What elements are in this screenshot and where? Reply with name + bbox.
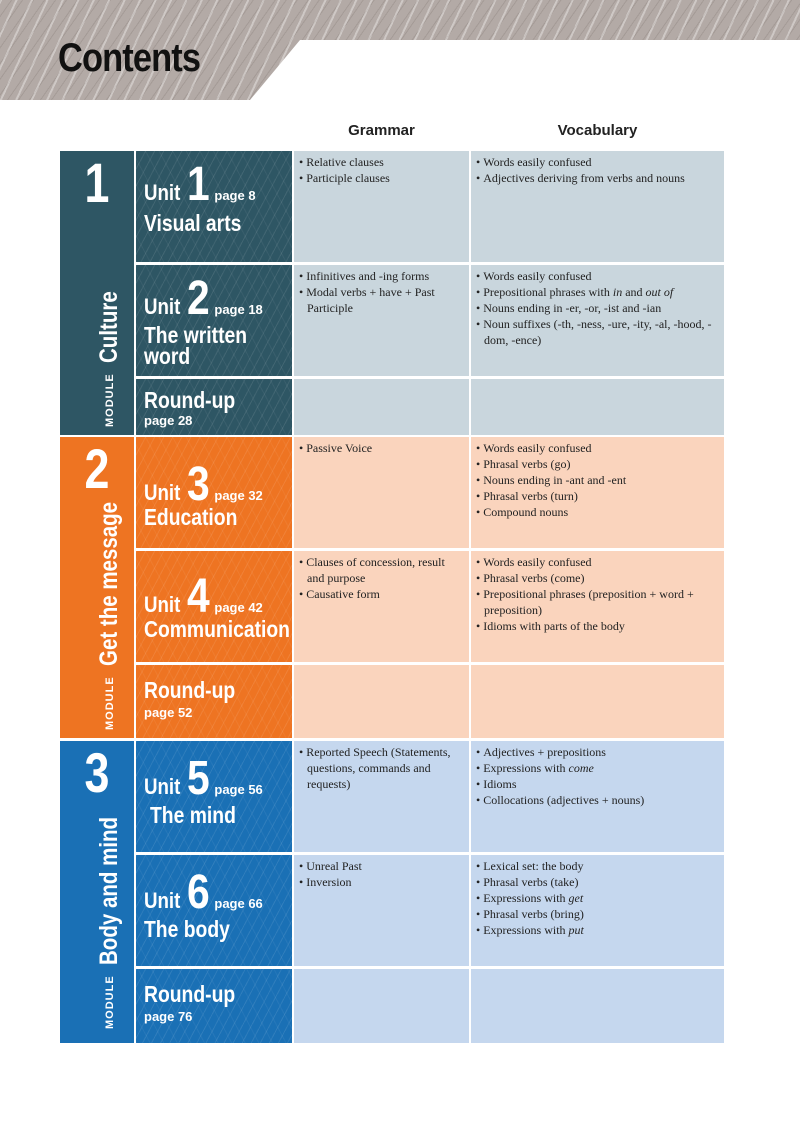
unit-1-vocabulary (471, 151, 724, 262)
unit-2-number: 2 (187, 272, 210, 325)
list-item: • Collocations (adjectives + nouns) (476, 792, 720, 808)
unit-6-title: The body (144, 916, 230, 942)
unit-1-grammar (294, 151, 469, 262)
unit-4-title: Communication (144, 616, 290, 642)
list-item: • Idioms (476, 776, 720, 792)
module-1-bar (60, 151, 134, 435)
roundup-1-grammar (294, 379, 469, 435)
list-item: • Inversion (299, 874, 465, 890)
unit-3-vocabulary (471, 437, 724, 548)
list-item: • Adjectives deriving from verbs and nouns (476, 170, 720, 186)
unit-2-cell[interactable] (136, 265, 292, 376)
list-item: • Expressions with put (476, 922, 720, 938)
list-item: • Words easily confused (476, 440, 720, 456)
list-item: • Causative form (299, 586, 465, 602)
list-item: • Adjectives + prepositions (476, 744, 720, 760)
unit-4-grammar (294, 551, 469, 662)
list-item: • Lexical set: the body (476, 858, 720, 874)
unit-6-vocabulary (471, 855, 724, 966)
list-item: • Clauses of concession, result and purpose (299, 554, 465, 586)
roundup-2-grammar (294, 665, 469, 738)
module-3-bar (60, 741, 134, 1043)
module-2-bar (60, 437, 134, 738)
unit-6-page: page 66 (214, 896, 263, 911)
unit-4-cell[interactable] (136, 551, 292, 662)
list-item: • Nouns ending in -er, -or, -ist and -ian (476, 300, 720, 316)
list-item: • Phrasal verbs (take) (476, 874, 720, 890)
unit-2-page: page 18 (214, 302, 263, 317)
list-item: • Phrasal verbs (go) (476, 456, 720, 472)
list-item: • Unreal Past (299, 858, 465, 874)
unit-1-label: Unit (144, 180, 181, 205)
roundup-2-cell[interactable] (136, 665, 292, 738)
list-item: • Prepositional phrases with in and out of (476, 284, 720, 300)
unit-3-page: page 32 (214, 488, 263, 503)
list-item: • Passive Voice (299, 440, 465, 456)
list-item: • Relative clauses (299, 154, 465, 170)
unit-5-vocabulary (471, 741, 724, 852)
list-item: • Words easily confused (476, 154, 720, 170)
unit-1-title: Visual arts (144, 210, 242, 236)
unit-3-title: Education (144, 504, 238, 530)
roundup-3-vocabulary (471, 969, 724, 1043)
unit-4-page: page 42 (214, 600, 263, 615)
module-2-number: 2 (84, 437, 110, 500)
unit-5-page: page 56 (214, 782, 263, 797)
roundup-1-vocabulary (471, 379, 724, 435)
unit-1-number: 1 (187, 158, 210, 211)
unit-5-label: Unit (144, 774, 181, 799)
list-item: • Expressions with get (476, 890, 720, 906)
list-item: • Idioms with parts of the body (476, 618, 720, 634)
roundup-3-cell[interactable] (136, 969, 292, 1043)
list-item: • Phrasal verbs (turn) (476, 488, 720, 504)
list-item: • Prepositional phrases (preposition + word + preposition) (476, 586, 720, 618)
unit-4-vocabulary (471, 551, 724, 662)
module-3-label: MODULE (103, 975, 116, 1029)
module-2-name: Get the message (95, 502, 123, 667)
unit-2-title: The written word (144, 322, 248, 369)
list-item: • Compound nouns (476, 504, 720, 520)
grammar-column-header: Grammar (348, 122, 415, 139)
unit-1-page: page 8 (214, 188, 256, 203)
unit-2-vocabulary (471, 265, 724, 376)
unit-6-label: Unit (144, 888, 181, 913)
unit-2-label: Unit (144, 294, 181, 319)
list-item: • Noun suffixes (-th, -ness, -ure, -ity, -al, -hood, -dom, -ence) (476, 316, 720, 348)
roundup-3-title: Round-up (144, 981, 236, 1007)
unit-4-number: 4 (187, 570, 210, 623)
module-1-name: Culture (95, 291, 123, 364)
roundup-1-page: page 28 (144, 413, 193, 428)
list-item: • Expressions with come (476, 760, 720, 776)
unit-5-grammar (294, 741, 469, 852)
unit-3-number: 3 (187, 458, 210, 511)
unit-6-number: 6 (187, 866, 210, 919)
unit-2-grammar (294, 265, 469, 376)
roundup-2-vocabulary (471, 665, 724, 738)
list-item: • Words easily confused (476, 268, 720, 284)
unit-5-number: 5 (187, 752, 210, 805)
vocabulary-column-header: Vocabulary (557, 122, 638, 139)
roundup-2-page: page 52 (144, 705, 193, 720)
unit-5-title: The mind (150, 802, 236, 828)
unit-3-cell[interactable] (136, 437, 292, 548)
list-item: • Infinitives and -ing forms (299, 268, 465, 284)
page-title: Contents (58, 36, 201, 80)
module-3-name: Body and mind (95, 817, 123, 966)
module-3-number: 3 (84, 741, 110, 804)
unit-4-label: Unit (144, 592, 181, 617)
unit-5-cell[interactable] (136, 741, 292, 852)
roundup-3-grammar (294, 969, 469, 1043)
list-item: • Modal verbs + have + Past Participle (299, 284, 465, 316)
module-1-label: MODULE (103, 373, 116, 427)
list-item: • Phrasal verbs (bring) (476, 906, 720, 922)
list-item: • Participle clauses (299, 170, 465, 186)
roundup-1-cell[interactable] (136, 379, 292, 435)
list-item: • Nouns ending in -ant and -ent (476, 472, 720, 488)
roundup-1-title: Round-up (144, 387, 236, 413)
list-item: • Phrasal verbs (come) (476, 570, 720, 586)
unit-6-cell[interactable] (136, 855, 292, 966)
module-2-label: MODULE (103, 676, 116, 730)
unit-3-grammar (294, 437, 469, 548)
roundup-3-page: page 76 (144, 1009, 193, 1024)
unit-6-grammar (294, 855, 469, 966)
list-item: • Words easily confused (476, 554, 720, 570)
unit-1-cell[interactable] (136, 151, 292, 262)
unit-3-label: Unit (144, 480, 181, 505)
module-1-number: 1 (84, 151, 110, 214)
list-item: • Reported Speech (Statements, questions, commands and requests) (299, 744, 465, 792)
roundup-2-title: Round-up (144, 677, 236, 703)
